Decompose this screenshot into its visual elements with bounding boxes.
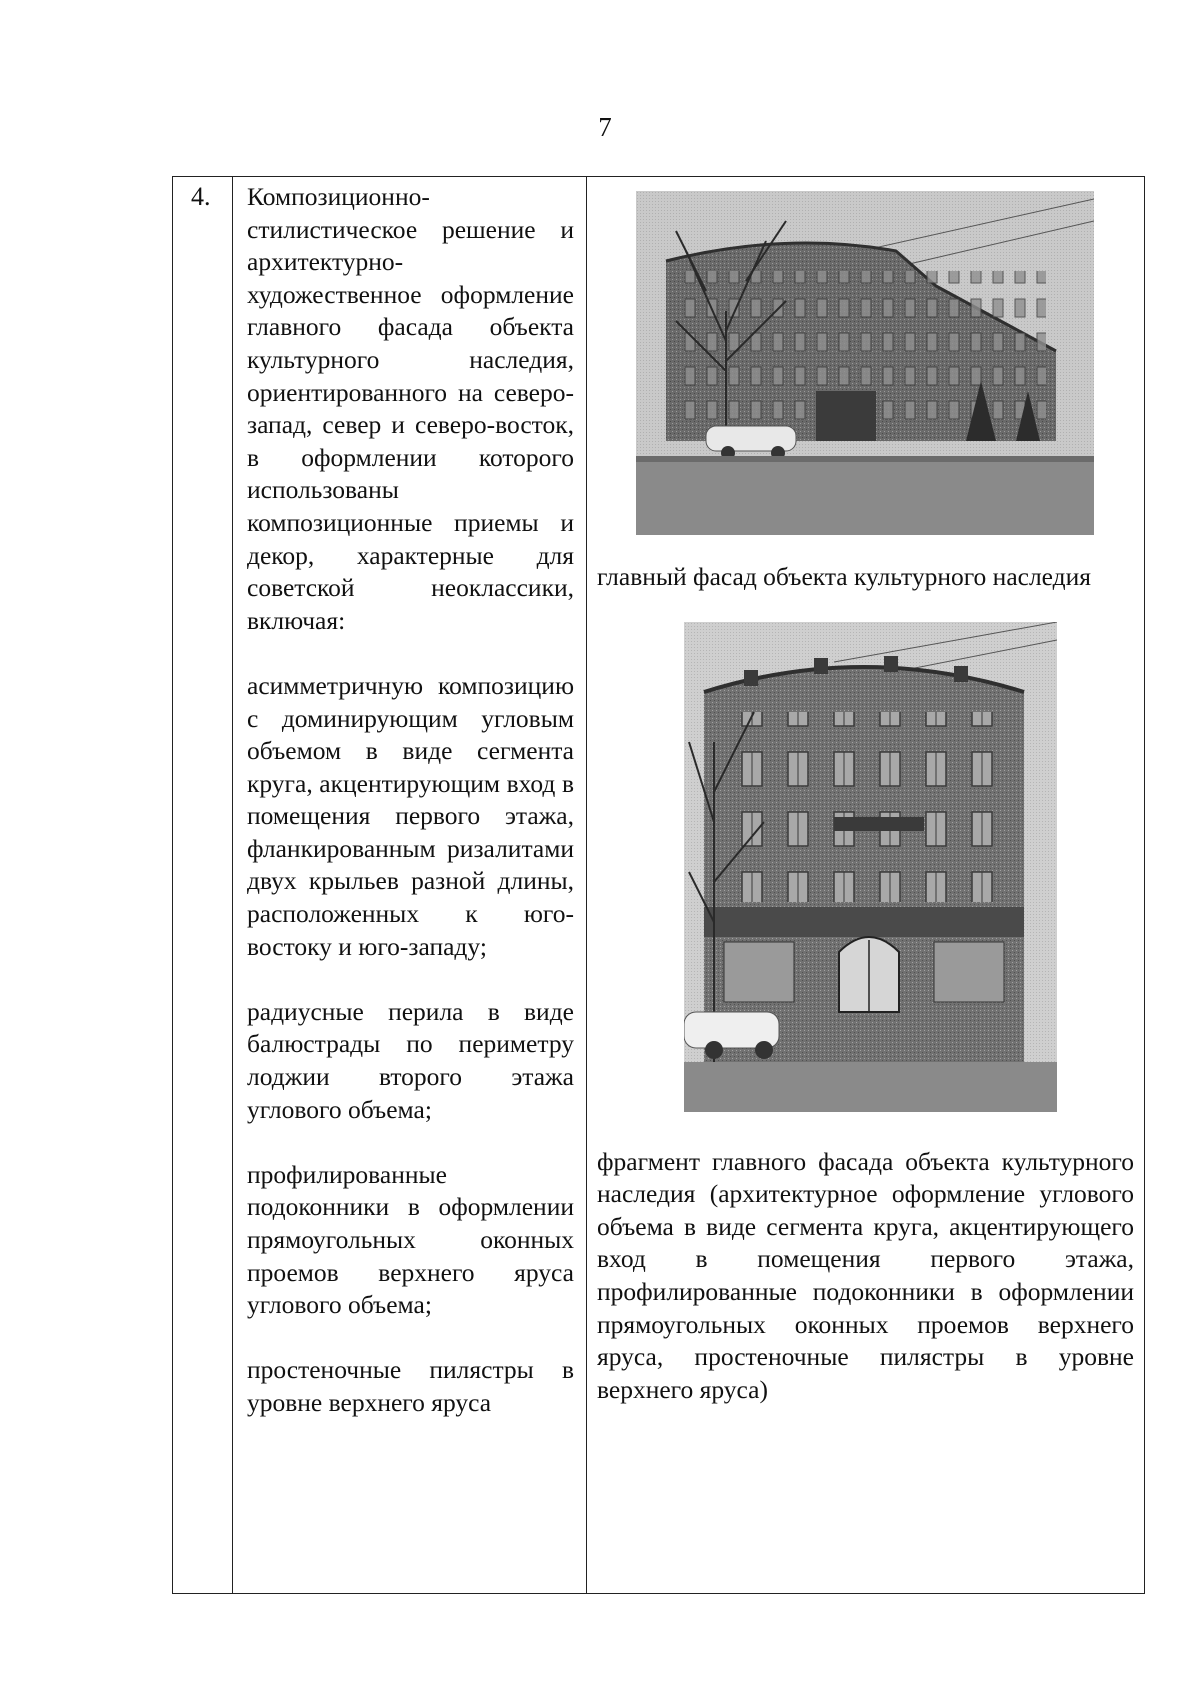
description-paragraph: профилированные подоконники в оформлении прямоугольных оконных проемов верхнего яруса углового объема; bbox=[247, 1159, 574, 1320]
table-row bbox=[173, 177, 1145, 1594]
row-number: 4. bbox=[173, 177, 233, 1594]
heritage-table bbox=[172, 176, 1145, 1594]
page-number: 7 bbox=[598, 112, 612, 142]
photo-caption: главный фасад объекта культурного наследия bbox=[597, 562, 1092, 591]
photo-caption: фрагмент главного фасада объекта культурного наследия (архитектурное оформление углового объема в виде сегмента круга, акцентирующего вход в помещения первого этажа, профилированные подоконники в оформлении прямоугольных оконных проемов верхнего яруса, простеночные пилястры в уровне верхнего яруса) bbox=[597, 1146, 1134, 1404]
building-photo-icon bbox=[636, 191, 1094, 535]
description-cell bbox=[233, 177, 587, 1594]
description-paragraph: радиусные перила в виде балюстрады по периметру лоджии второго этажа углового объема; bbox=[247, 996, 574, 1124]
description-paragraph: простеночные пилястры в уровне верхнего яруса bbox=[247, 1355, 574, 1417]
description-paragraph: асимметричную композицию с доминирующим угловым объемом в виде сегмента круга, акцентирующим вход в помещения первого этажа, фланкированным ризалитами двух крыльев разной длины, расположенных к юго-востоку и юго-западу; bbox=[247, 670, 574, 961]
photos-cell bbox=[587, 177, 1145, 1594]
description-paragraph: Композиционно-стилистическое решение и архитектурно-художественное оформление главного фасада объекта культурного наследия, ориентированного на северо-запад, север и северо-восток, в оформлении которого использованы композиционные приемы и декор, характерные для советской неоклассики, включая: bbox=[247, 182, 574, 635]
building-fragment-photo-icon bbox=[684, 622, 1057, 1112]
